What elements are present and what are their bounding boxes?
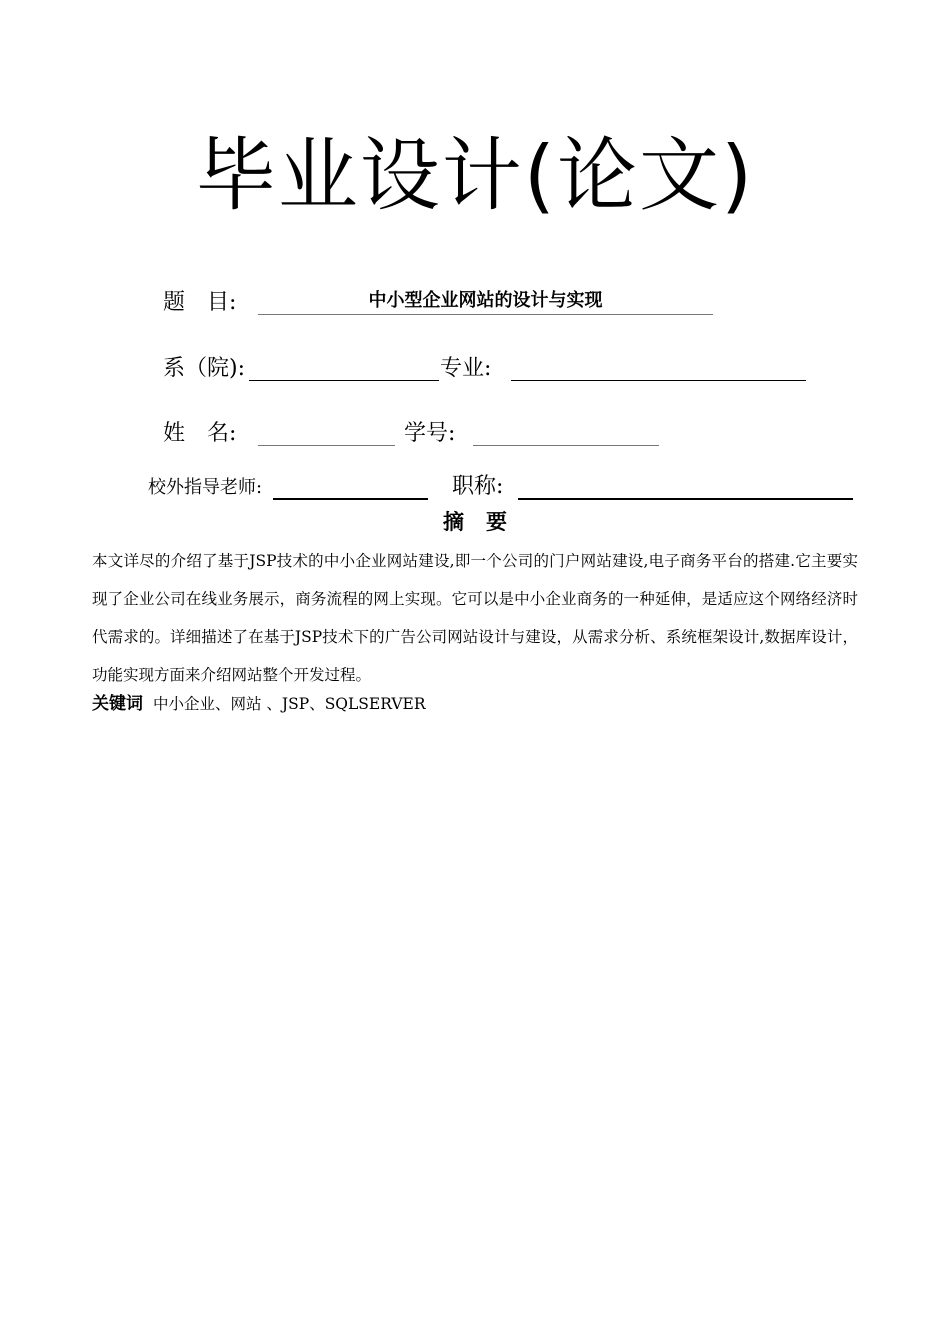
topic-row	[163, 288, 723, 320]
advisor-field	[273, 472, 428, 500]
student-id-field	[473, 419, 659, 446]
topic-label: 题 目:	[163, 290, 237, 315]
title-label: 职称:	[452, 474, 504, 499]
advisor-label: 校外指导老师:	[148, 477, 263, 498]
title-field	[518, 472, 853, 500]
advisor-row	[148, 472, 868, 502]
abstract-heading-left: 摘	[443, 509, 464, 534]
name-row	[163, 419, 683, 451]
abstract-heading-right: 要	[486, 509, 507, 534]
main-title: 毕业设计(论文)	[195, 129, 755, 222]
abstract-body: 本文详尽的介绍了基于JSP技术的中小企业网站建设,即一个公司的门户网站建设,电子商务平台的搭建.它主要实现了企业公司在线业务展示，商务流程的网上实现。它可以是中小企业商务的一种延伸，是适应这个网络经济时代需求的。详细描述了在基于JSP技术下的广告公司网站设计与建设，从需求分析、系统框架设计,数据库设计，功能实现方面来介绍网站整个开发过程。	[92, 552, 858, 684]
department-row	[163, 354, 823, 386]
name-field	[258, 419, 395, 446]
student-id-label: 学号:	[404, 421, 456, 446]
major-field	[511, 354, 806, 381]
abstract-heading	[0, 508, 950, 536]
department-field	[249, 354, 439, 381]
topic-field	[258, 288, 713, 315]
name-label: 姓 名:	[163, 421, 237, 446]
major-label: 专业:	[440, 356, 492, 381]
keywords-label: 关键词	[92, 694, 143, 714]
keywords-value: 中小企业、网站 、JSP、SQLSERVER	[153, 695, 426, 713]
topic-value: 中小型企业网站的设计与实现	[368, 290, 603, 311]
keywords-row	[92, 690, 426, 718]
department-label: 系（院):	[163, 356, 245, 381]
